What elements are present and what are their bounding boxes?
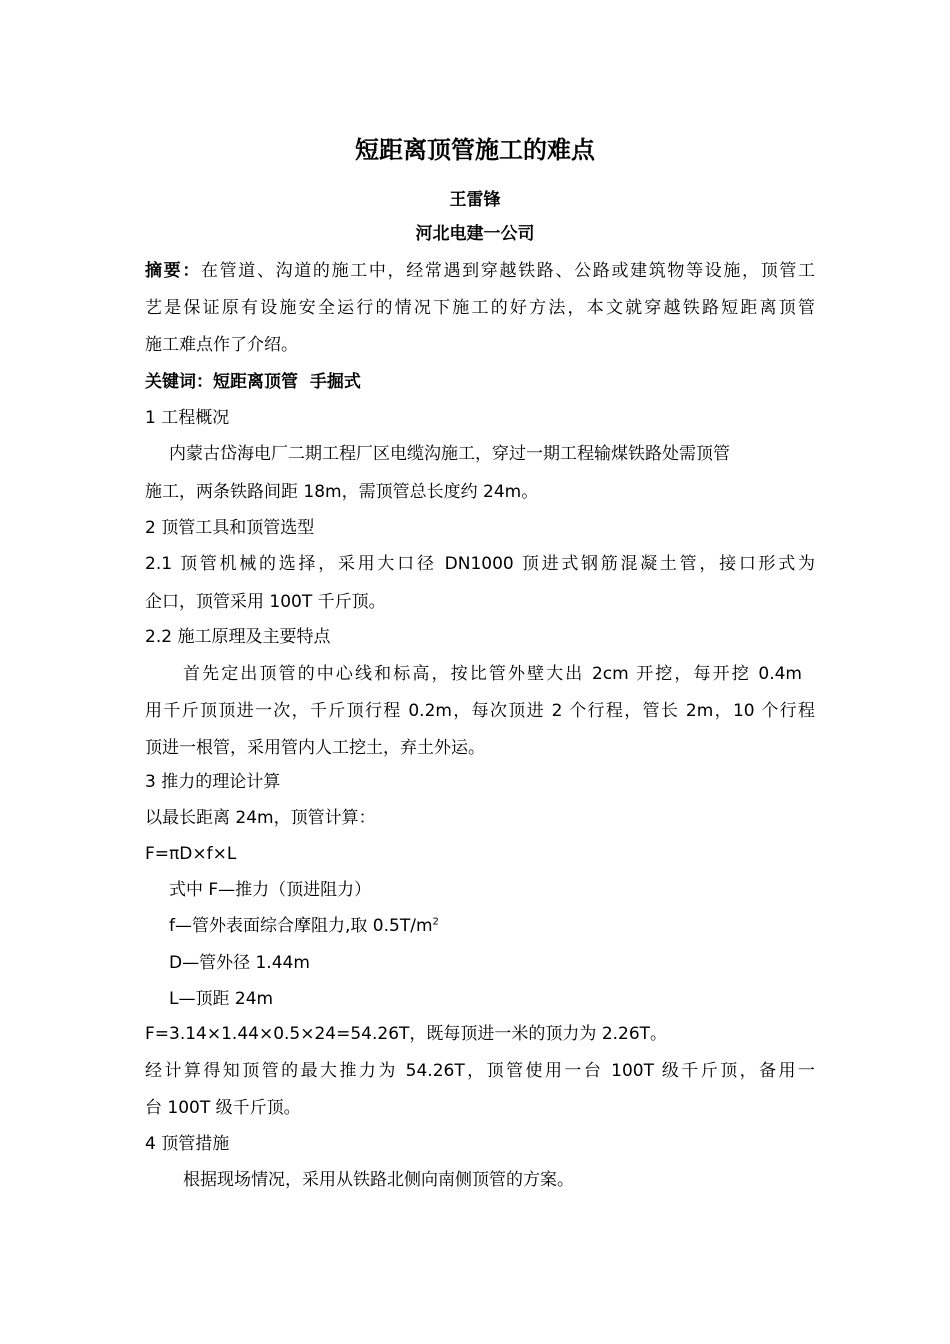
formula-def-l: L—顶距 24m xyxy=(169,989,274,1009)
abstract-line-1 xyxy=(145,259,815,283)
keywords-text: 短距离顶管 手掘式 xyxy=(213,372,361,392)
section-3-intro: 以最长距离 24m，顶管计算： xyxy=(145,808,376,828)
formula-result: F=3.14×1.44×0.5×24=54.26T，既每顶进一米的顶力为 2.26T。 xyxy=(145,1024,668,1044)
section-1-line-2: 施工，两条铁路间距 18m，需顶管总长度约 24m。 xyxy=(145,482,539,502)
abstract-line-3: 施工难点作了介绍。 xyxy=(145,335,298,355)
author-affiliation: 河北电建一公司 xyxy=(415,224,535,244)
friction-text: f—管外表面综合摩阻力,取 0.5T/m xyxy=(169,916,433,936)
section-2-1-line-1: 2.1 顶管机械的选择，采用大口径 DN1000 顶进式钢筋混凝土管，接口形式为 xyxy=(145,554,815,574)
abstract-line-2: 艺是保证原有设施安全运行的情况下施工的好方法，本文就穿越铁路短距离顶管 xyxy=(145,298,815,318)
abstract-label: 摘要： xyxy=(145,261,201,281)
page-title: 短距离顶管施工的难点 xyxy=(355,136,595,164)
section-3-heading: 3 推力的理论计算 xyxy=(145,772,281,792)
section-2-2-heading: 2.2 施工原理及主要特点 xyxy=(145,627,331,647)
section-1-heading: 1 工程概况 xyxy=(145,408,230,428)
author-name: 王雷锋 xyxy=(449,190,501,210)
keywords-label: 关键词： xyxy=(145,372,213,392)
formula-def-d: D—管外径 1.44m xyxy=(169,953,310,973)
section-2-2-line-3: 顶进一根管，采用管内人工挖土，弃土外运。 xyxy=(145,738,485,758)
section-2-heading: 2 顶管工具和顶管选型 xyxy=(145,518,315,538)
abstract-text-1: 在管道、沟道的施工中，经常遇到穿越铁路、公路或建筑物等设施，顶管工 xyxy=(200,261,816,281)
keywords-line xyxy=(145,370,815,394)
section-2-1-line-2: 企口，顶管采用 100T 千斤顶。 xyxy=(145,592,386,612)
section-3-conclusion-1: 经计算得知顶管的最大推力为 54.26T，顶管使用一台 100T 级千斤顶，备用一 xyxy=(145,1061,815,1081)
section-2-2-line-2: 用千斤顶顶进一次，千斤顶行程 0.2m，每次顶进 2 个行程，管长 2m，10 个行程 xyxy=(145,701,815,721)
section-3-conclusion-2: 台 100T 级千斤顶。 xyxy=(145,1098,301,1118)
section-4-heading: 4 顶管措施 xyxy=(145,1134,230,1154)
thrust-formula: F=πD×f×L xyxy=(145,844,237,864)
formula-def-friction xyxy=(169,914,839,938)
formula-def-f: 式中 F—推力（顶进阻力） xyxy=(169,880,372,900)
unit-superscript: 2 xyxy=(432,916,439,928)
section-1-line-1: 内蒙古岱海电厂二期工程厂区电缆沟施工，穿过一期工程输煤铁路处需顶管 xyxy=(169,444,730,464)
section-4-line-1: 根据现场情况，采用从铁路北侧向南侧顶管的方案。 xyxy=(183,1170,574,1190)
section-2-2-line-1: 首先定出顶管的中心线和标高，按比管外壁大出 2cm 开挖，每开挖 0.4m xyxy=(183,664,802,684)
